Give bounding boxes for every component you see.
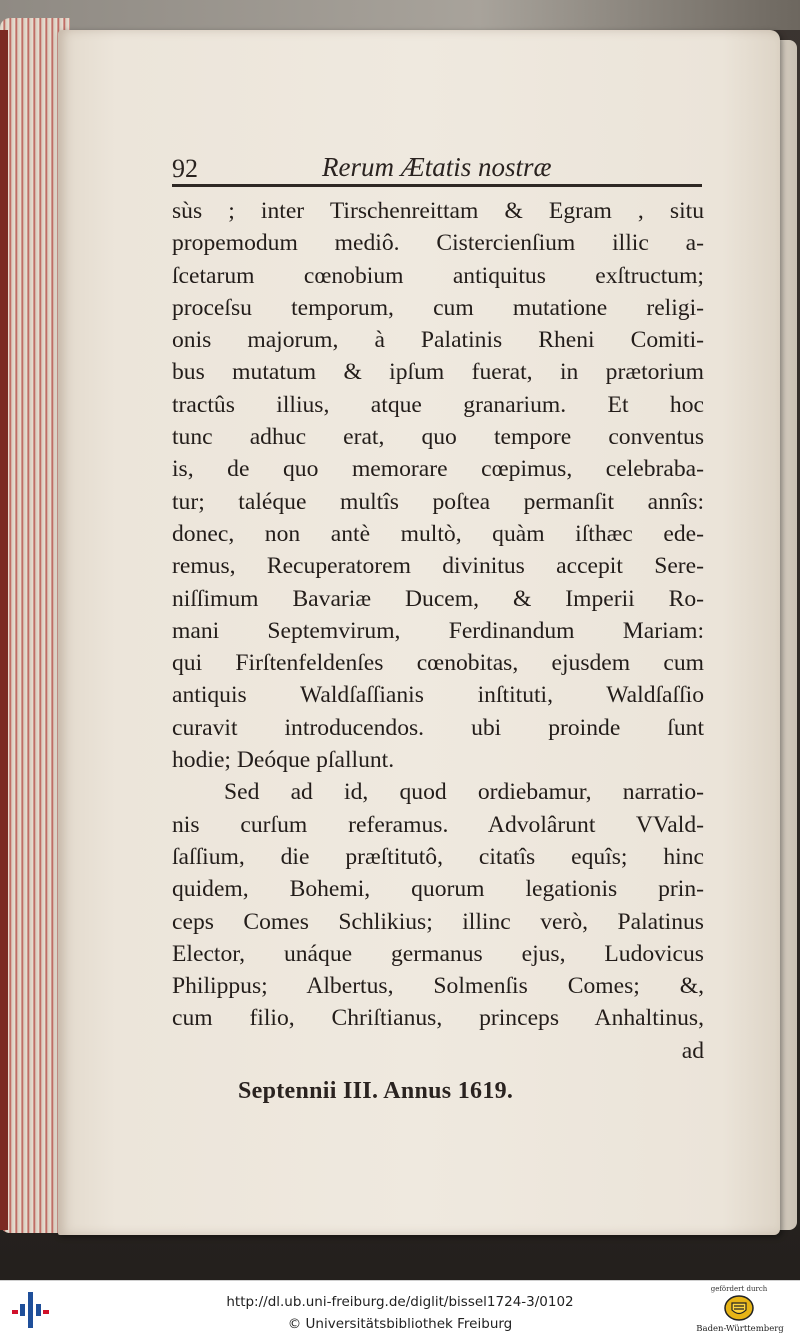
viewer-footer [0, 1280, 800, 1339]
sponsor-name: Baden-Württemberg [696, 1324, 784, 1334]
body-text [172, 195, 704, 1067]
text-line: remus, Recuperatorem divinitus accepit Sere- [172, 553, 704, 580]
text-line: ſaſſium, die præſtitutô, citatîs equîs; hinc [172, 843, 704, 870]
text-line: ſcetarum cœnobium antiquitus exſtructum; [172, 262, 704, 289]
text-line: ceps Comes Schlikius; illinc verò, Palatinus [172, 908, 704, 935]
text-line: mani Septemvirum, Ferdinandum Mariam: [172, 617, 704, 644]
copyright-notice: © Universitätsbibliothek Freiburg [287, 1316, 513, 1332]
text-line: tractûs illius, atque granarium. Et hoc [172, 391, 704, 418]
text-line: Elector, unáque germanus ejus, Ludovicus [172, 940, 704, 967]
text-line: tunc adhuc erat, quo tempore conventus [172, 424, 704, 451]
text-line: nis curſum referamus. Advolârunt VVald- [172, 811, 704, 838]
text-line: is, de quo memorare cœpimus, celebraba- [172, 456, 704, 483]
text-line-paragraph-start: Sed ad id, quod ordiebamur, narratio- [224, 779, 704, 806]
catchword: ad [681, 1037, 704, 1064]
permalink-url[interactable]: http://dl.ub.uni-freiburg.de/diglit/bissel1724-3/0102 [226, 1294, 574, 1310]
text-line: donec, non antè multò, quàm iſthæc ede- [172, 520, 704, 547]
header-rule [172, 184, 702, 187]
page-number: 92 [172, 154, 198, 183]
sponsor-label: gefördert durch [710, 1285, 768, 1293]
text-line: bus mutatum & ipſum fuerat, in prætorium [172, 359, 704, 386]
book-cover-edge [0, 30, 8, 1230]
running-head [172, 146, 704, 186]
text-line: quidem, Bohemi, quorum legationis prin- [172, 876, 704, 903]
text-line-paragraph-end: hodie; Deóque pſallunt. [172, 747, 395, 774]
text-line: cum filio, Chriſtianus, princeps Anhaltinus, [172, 1005, 704, 1032]
text-line: niſſimum Bavariæ Ducem, & Imperii Ro- [172, 585, 704, 612]
text-line: Philippus; Albertus, Solmenſis Comes; &, [172, 973, 704, 1000]
text-line: onis majorum, à Palatinis Rheni Comiti- [172, 327, 704, 354]
book-top-edge [0, 0, 800, 30]
text-line: antiquis Waldſaſſianis inſtituti, Waldſaſſio [172, 682, 704, 709]
signature-line: Septennii III. Annus 1619. [238, 1078, 514, 1104]
text-line: sùs ; inter Tirschenreittam & Egram , situ [172, 198, 704, 224]
text-line: propemodum mediô. Cistercienſium illic a- [172, 230, 704, 257]
text-line: qui Firſtenfeldenſes cœnobitas, ejusdem cum [172, 650, 704, 677]
text-line: curavit introducendos. ubi proinde ſunt [172, 714, 704, 741]
running-title: Rerum Ætatis nostræ [322, 152, 552, 182]
baden-wuerttemberg-emblem-icon [724, 1295, 754, 1321]
text-line: proceſsu temporum, cum mutatione religi- [172, 294, 704, 321]
text-line: tur; taléque multîs poſtea permanſit annîs: [172, 488, 704, 515]
